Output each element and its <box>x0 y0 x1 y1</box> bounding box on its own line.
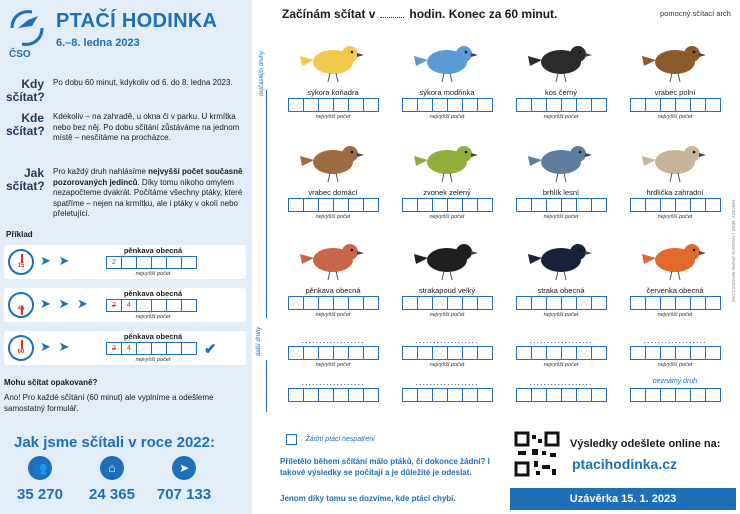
question-label: Jak sčítat? <box>6 166 45 193</box>
other-species-entry[interactable] <box>504 378 618 402</box>
species-name-line[interactable]: .................. <box>529 377 593 387</box>
bird-name: vrabec polní <box>654 88 696 97</box>
website-link[interactable]: ptacihodinka.cz <box>572 456 678 472</box>
info-message: Přiletělo během sčítání málo ptáků, či dokonce žádní? I takové výsledky se počítají a je důležité je odeslat. <box>280 457 490 477</box>
bird-illustration-icon <box>390 228 504 286</box>
count-caption: nejvyšší počet <box>543 362 579 368</box>
bird-name: sýkora koňadra <box>307 88 359 97</box>
species-name-line[interactable]: .................. <box>415 335 479 345</box>
count-caption: nejvyšší počet <box>543 214 579 220</box>
bird-entry <box>276 228 390 318</box>
clock-icon: 15 <box>8 249 34 275</box>
count-boxes[interactable] <box>504 98 618 112</box>
bird-name: červenka obecná <box>646 286 704 295</box>
other-species-entry[interactable] <box>276 336 390 368</box>
species-name-line[interactable]: .................. <box>301 377 365 387</box>
other-species-entry[interactable] <box>390 336 504 368</box>
event-dates: 6.–8. ledna 2023 <box>56 37 140 49</box>
common-divider <box>266 90 267 318</box>
bird-illustration-icon <box>504 30 618 88</box>
count-caption: nejvyšší počet <box>657 312 693 318</box>
other-species-entry[interactable] <box>276 378 390 402</box>
example-count-boxes: 2 4 <box>106 342 196 355</box>
count-caption: nejvyšší počet <box>543 114 579 120</box>
bird-illustration-icon <box>276 30 390 88</box>
other-species-entry[interactable] <box>504 336 618 368</box>
bird-entry <box>390 228 504 318</box>
bird-entry <box>390 130 504 220</box>
count-caption: nejvyšší počet <box>429 214 465 220</box>
other-divider <box>266 360 267 412</box>
cso-logo-icon <box>8 6 46 50</box>
side-label-common: nejčastější druhy <box>259 50 265 96</box>
bird-entry <box>390 30 504 120</box>
page-title: PTAČÍ HODINKA <box>56 10 218 32</box>
count-boxes[interactable] <box>276 346 390 360</box>
count-caption: nejvyšší počet <box>657 362 693 368</box>
answer-text: Po dobu 60 minut, kdykoliv od 6. do 8. ledna 2023. <box>53 78 233 87</box>
count-boxes[interactable] <box>390 296 504 310</box>
start-time-input[interactable] <box>380 17 404 18</box>
side-label-other: další druhy <box>256 326 262 356</box>
question-label: Kde sčítat? <box>6 111 45 138</box>
unknown-species-label: neznámý druh <box>652 378 698 385</box>
count-caption: nejvyšší počet <box>657 114 693 120</box>
count-caption: nejvyšší počet <box>543 312 579 318</box>
count-boxes[interactable] <box>390 388 504 402</box>
count-boxes[interactable] <box>618 388 732 402</box>
bird-illustration-icon <box>618 30 732 88</box>
example-label: Příklad <box>6 230 33 239</box>
bird-entry <box>618 130 732 220</box>
count-boxes[interactable] <box>618 346 732 360</box>
bird-entry <box>276 30 390 120</box>
aux-sheet-label: pomocný sčítací arch <box>660 9 731 18</box>
count-boxes[interactable] <box>390 346 504 360</box>
bird-name: sýkora modřinka <box>419 88 475 97</box>
other-species-entry[interactable] <box>618 378 732 402</box>
no-birds-checkbox[interactable] <box>286 434 297 445</box>
count-boxes[interactable] <box>276 98 390 112</box>
bird-name: kos černý <box>544 88 578 97</box>
count-boxes[interactable] <box>618 98 732 112</box>
count-caption: nejvyšší počet <box>315 312 351 318</box>
example-row-15: 15 ➤ ➤ pěnkava obecná 2 nejvyšší počet <box>4 245 246 279</box>
no-birds-option[interactable]: Žádní ptáci nespatřeni <box>282 431 375 449</box>
count-caption: nejvyšší počet <box>429 114 465 120</box>
bird-entry <box>618 228 732 318</box>
deadline-banner: Uzávěrka 15. 1. 2023 <box>510 488 736 510</box>
count-caption: nejvyšší počet <box>429 312 465 318</box>
example-row-45: 45 ➤ ➤ ➤ pěnkava obecná 2 4 nejvyšší počet <box>4 288 246 322</box>
bird-illustration-icon <box>618 130 732 188</box>
stat-feeders: ⌂ 24 365 <box>72 456 152 503</box>
count-boxes[interactable] <box>504 296 618 310</box>
count-boxes[interactable] <box>276 388 390 402</box>
count-caption: nejvyšší počet <box>315 114 351 120</box>
clock-icon: 45 <box>8 292 34 318</box>
stat-birds: ➤ 707 133 <box>144 456 224 503</box>
checkmark-icon: ✔ <box>204 341 217 358</box>
answer-text: Pro každý druh nahlásíme nejvyšší počet současně pozorovaných jedinců. Díky tomu nikoho omylem nezapočteme dvakrát. Počítáme všechny ptáky, které spatříme – nejen na krmítku, ale i ptáky v okolí nebo přeletující. <box>53 167 243 218</box>
illustration-credit: KRESBY: MIKE LANGMAN (RSPB-IMAGES.COM) <box>731 200 736 303</box>
qr-code-icon[interactable] <box>514 431 560 477</box>
bird-entry <box>504 30 618 120</box>
bird-name: zvonek zelený <box>423 188 471 197</box>
repeat-question: Mohu sčítat opakovaně? <box>4 378 98 387</box>
clock-icon: 60 <box>8 335 34 361</box>
species-name-line[interactable]: .................. <box>529 335 593 345</box>
bird-name: vrabec domácí <box>308 188 358 197</box>
count-caption: nejvyšší počet <box>315 362 351 368</box>
bird-entry <box>276 130 390 220</box>
info-message-2: Jenom díky tomu se dozvíme, kde ptáci chybí. <box>280 494 456 503</box>
repeat-answer: Ano! Pro každé sčítání (60 minut) ale vyplníme a odešleme samostatný formulář. <box>4 393 214 413</box>
org-name: ČSO <box>9 49 31 60</box>
bird-illustration-icon <box>504 130 618 188</box>
species-name-line[interactable]: .................. <box>643 335 707 345</box>
count-boxes[interactable] <box>504 346 618 360</box>
count-boxes[interactable] <box>504 198 618 212</box>
bird-illustration-icon <box>390 30 504 88</box>
start-time-line: Začínám sčítat v hodin. Konec za 60 minut. <box>282 7 558 21</box>
count-boxes[interactable] <box>390 98 504 112</box>
bird-icon: ➤ ➤ <box>40 253 72 268</box>
bird-icon: ➤ ➤ ➤ <box>40 296 90 311</box>
bird-entry <box>504 130 618 220</box>
bird-name: straka obecná <box>537 286 585 295</box>
count-caption: nejvyšší počet <box>657 214 693 220</box>
count-boxes[interactable] <box>618 296 732 310</box>
example-row-60: 60 ➤ ➤ pěnkava obecná 2 4 nejvyšší počet ✔ <box>4 331 246 365</box>
bird-illustration-icon <box>390 130 504 188</box>
count-boxes[interactable] <box>618 198 732 212</box>
example-count-boxes: 2 <box>106 256 196 269</box>
feeder-icon: ⌂ <box>100 456 124 480</box>
bird-entry <box>504 228 618 318</box>
bird-name: strakapoud velký <box>418 286 476 295</box>
bird-entry <box>618 30 732 120</box>
answer-text: Kdekoliv – na zahradě, u okna či v parku. U krmítka nebo bez něj. Po dobu sčítání zůstáváme na jednom místě – nesčítáme na procházce. <box>53 112 240 142</box>
bird-icon: ➤ ➤ <box>40 339 72 354</box>
bird-illustration-icon <box>504 228 618 286</box>
count-boxes[interactable] <box>276 198 390 212</box>
other-species-entry[interactable] <box>618 336 732 368</box>
bird-name: pěnkava obecná <box>305 286 361 295</box>
other-species-entry[interactable] <box>390 378 504 402</box>
question-label: Kdy sčítat? <box>6 77 45 104</box>
count-boxes[interactable] <box>276 296 390 310</box>
info-panel <box>0 0 252 514</box>
species-name-line[interactable]: .................. <box>415 377 479 387</box>
bird-illustration-icon <box>276 228 390 286</box>
count-caption: nejvyšší počet <box>429 362 465 368</box>
bird-name: hrdlička zahradní <box>646 188 704 197</box>
stats-title: Jak jsme sčítali v roce 2022: <box>14 434 215 451</box>
bird-illustration-icon <box>618 228 732 286</box>
bird-icon: ➤ <box>172 456 196 480</box>
send-label: Výsledky odešlete online na: <box>570 438 721 450</box>
bird-illustration-icon <box>276 130 390 188</box>
stat-people: 👥 35 270 <box>0 456 80 503</box>
count-caption: nejvyšší počet <box>315 214 351 220</box>
people-icon: 👥 <box>28 456 52 480</box>
count-boxes[interactable] <box>504 388 618 402</box>
species-name-line[interactable]: .................. <box>301 335 365 345</box>
example-count-boxes: 2 4 <box>106 299 196 312</box>
bird-name: brhlík lesní <box>542 188 580 197</box>
count-boxes[interactable] <box>390 198 504 212</box>
